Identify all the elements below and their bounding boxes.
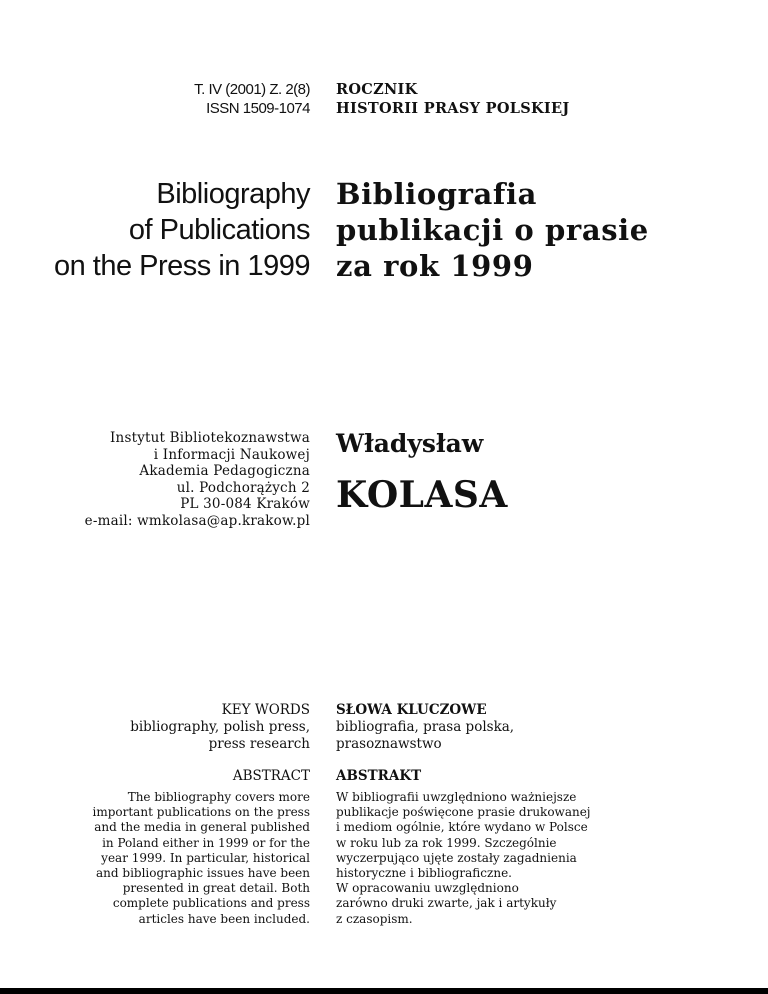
affiliation-line: i Informacji Naukowej [153,446,310,463]
keywords-en-line: bibliography, polish press, [130,719,310,735]
abstract-pl-line: zarówno druki zwarte, jak i artykuły [336,896,557,911]
title-en-line-2: of Publications [128,214,310,246]
abstract-pl-line: historyczne i bibliograficzne. [336,866,512,881]
author-first-name: Władysław [336,429,484,458]
author-affiliation [85,430,310,530]
abstract-en-line: The bibliography covers more [127,790,310,804]
abstract-pl-text [336,790,591,927]
affiliation-line: ul. Podchorążych 2 [176,479,310,496]
article-title-english [54,176,310,284]
abstract-english [93,768,311,927]
abstract-en-line: and bibliographic issues have been [96,866,310,881]
abstract-pl-line: w roku lub za rok 1999. Szczególnie [336,835,557,850]
affiliation-line: PL 30-084 Kraków [180,496,310,513]
keywords-pl-line: prasoznawstwo [336,736,442,752]
abstract-en-line: articles have been included. [138,911,310,926]
keywords-en-heading: KEY WORDS [221,702,310,718]
abstract-pl-line: W opracowaniu uwzględniono [336,881,519,896]
abstract-en-line: complete publications and press [112,896,310,911]
page-footer-bar [0,988,768,994]
title-pl-line-3: za rok 1999 [336,249,534,283]
keywords-pl-heading: SŁOWA KLUCZOWE [336,702,487,718]
abstract-polish [336,768,591,927]
keywords-en-line: press research [208,736,310,752]
keywords-polish [336,702,514,753]
abstract-en-line: in Poland either in 1999 or for the [102,835,310,850]
abstract-en-line: presented in great detail. Both [122,881,310,896]
abstract-pl-line: i mediom ogólnie, które wydano w Polsce [336,820,588,835]
abstract-en-text [93,790,311,927]
title-en-line-1: Bibliography [156,178,310,210]
abstract-en-line: and the media in general published [94,820,310,835]
keywords-pl-line: bibliografia, prasa polska, [336,719,515,735]
article-title-polish [336,176,649,284]
volume-number: T. IV (2001) Z. 2(8) [194,81,310,98]
author-email: e-mail: wmkolasa@ap.krakow.pl [84,512,310,529]
abstract-en-line: year 1999. In particular, historical [101,850,310,865]
keywords-english [130,702,310,753]
title-pl-line-1: Bibliografia [336,177,538,211]
abstract-pl-line: z czasopism. [336,911,413,926]
journal-title [336,80,570,118]
abstract-pl-line: wyczerpująco ujęte zostały zagadnienia [336,850,577,865]
affiliation-line: Akademia Pedagogiczna [139,463,310,480]
affiliation-line: Instytut Bibliotekoznawstwa [110,430,310,446]
journal-title-line-1: ROCZNIK [336,81,418,98]
journal-volume-info [194,80,310,118]
abstract-pl-heading: ABSTRAKT [336,768,422,784]
abstract-en-line: important publications on the press [92,805,310,820]
abstract-en-heading: ABSTRACT [232,768,310,784]
issn: ISSN 1509-1074 [206,100,310,117]
title-pl-line-2: publikacji o prasie [336,213,649,247]
journal-title-line-2: HISTORII PRASY POLSKIEJ [336,100,570,117]
abstract-pl-line: W bibliografii uwzględniono ważniejsze [336,790,577,804]
abstract-pl-line: publikacje poświęcone prasie drukowanej [336,805,591,820]
title-en-line-3: on the Press in 1999 [53,250,310,282]
author-last-name: KOLASA [336,474,508,516]
